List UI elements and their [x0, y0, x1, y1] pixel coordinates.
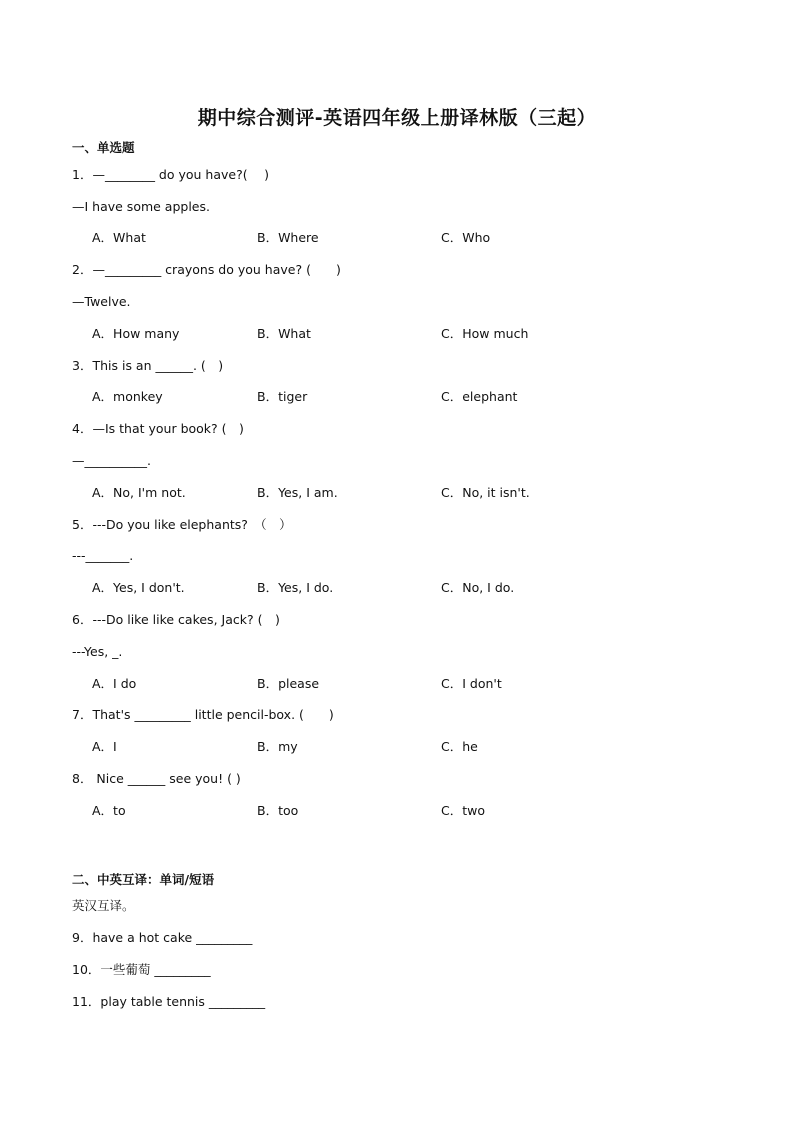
question-1-reply: —I have some apples.: [72, 199, 210, 214]
question-5-option-a: A．Yes, I don't.: [92, 580, 185, 595]
question-6-stem: 6．---Do like like cakes, Jack? ( ): [72, 612, 280, 627]
question-6-option-b: B．please: [257, 676, 320, 691]
translation-item-10: 10．一些葡萄 _________: [72, 962, 211, 977]
question-2-option-a: A．How many: [92, 326, 180, 341]
section-instruction: 英汉互译。: [72, 898, 135, 913]
question-5-stem: 5．---Do you like elephants? （ ）: [72, 517, 292, 532]
translation-item-11: 11．play table tennis _________: [72, 994, 266, 1009]
question-4-option-b: B．Yes, I am.: [257, 485, 338, 500]
question-7-stem: 7．That's _________ little pencil-box. ( ): [72, 707, 334, 722]
question-8-option-a: A．to: [92, 803, 126, 818]
question-7-option-b: B．my: [257, 739, 298, 754]
section-heading-translation: 二、中英互译：单词/短语: [72, 872, 215, 887]
question-4-reply: —__________.: [72, 453, 151, 468]
page-title: 期中综合测评-英语四年级上册译林版（三起）: [197, 107, 597, 129]
question-8-option-c: C．two: [441, 803, 486, 818]
question-7-option-c: C．he: [441, 739, 478, 754]
question-8-stem: 8． Nice ______ see you! ( ): [72, 771, 241, 786]
question-1-stem: 1．—________ do you have?( ): [72, 167, 269, 182]
question-4-option-c: C．No, it isn't.: [441, 485, 530, 500]
question-5-reply: ---_______.: [72, 548, 134, 563]
question-3-option-c: C．elephant: [441, 389, 518, 404]
question-6-option-a: A．I do: [92, 676, 137, 691]
question-5-option-b: B．Yes, I do.: [257, 580, 334, 595]
question-2-stem: 2．—_________ crayons do you have? ( ): [72, 262, 341, 277]
question-4-option-a: A．No, I'm not.: [92, 485, 186, 500]
question-3-option-b: B．tiger: [257, 389, 308, 404]
question-2-option-b: B．What: [257, 326, 311, 341]
question-6-option-c: C．I don't: [441, 676, 502, 691]
question-7-option-a: A．I: [92, 739, 117, 754]
question-1-option-b: B．Where: [257, 230, 319, 245]
section-heading-single-choice: 一、单选题: [72, 140, 135, 155]
question-6-reply: ---Yes, _.: [72, 644, 123, 659]
question-1-option-a: A．What: [92, 230, 146, 245]
question-2-option-c: C．How much: [441, 326, 529, 341]
question-8-option-b: B．too: [257, 803, 299, 818]
question-4-stem: 4．—Is that your book? ( ): [72, 421, 244, 436]
question-3-option-a: A．monkey: [92, 389, 163, 404]
translation-item-9: 9．have a hot cake _________: [72, 930, 253, 945]
question-1-option-c: C．Who: [441, 230, 491, 245]
question-2-reply: —Twelve.: [72, 294, 131, 309]
question-3-stem: 3．This is an ______. ( ): [72, 358, 224, 373]
question-5-option-c: C．No, I do.: [441, 580, 515, 595]
